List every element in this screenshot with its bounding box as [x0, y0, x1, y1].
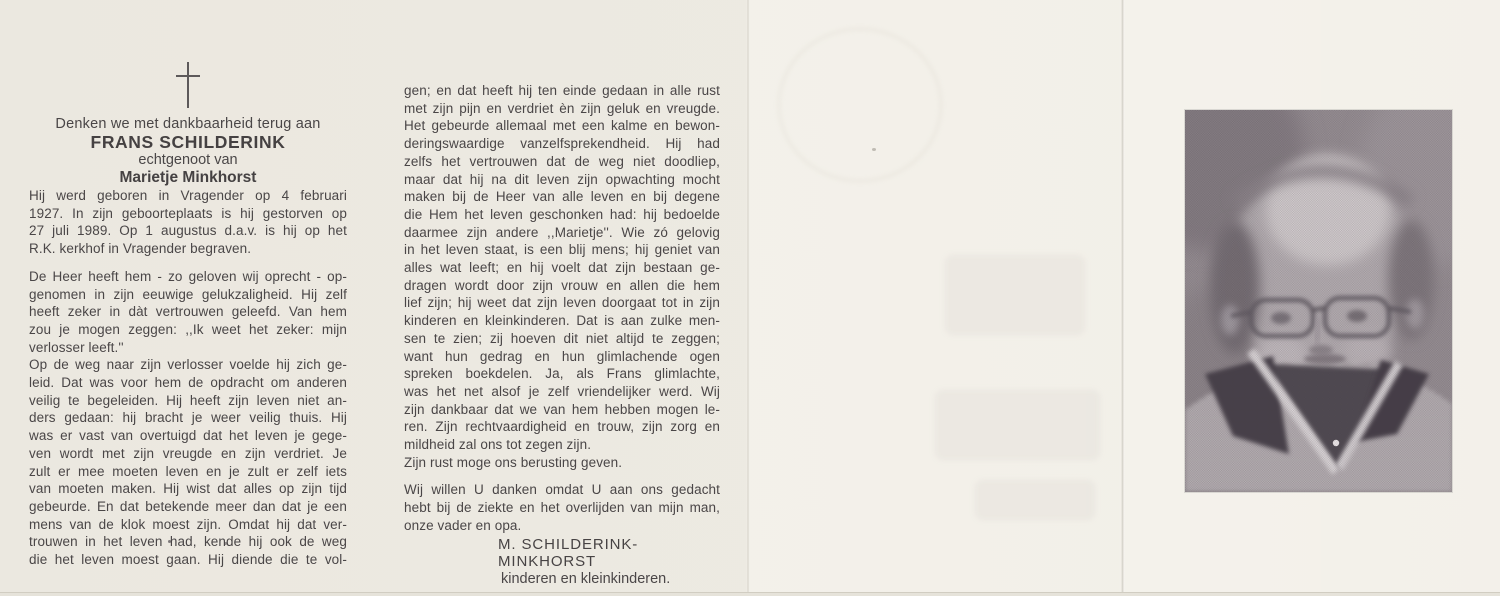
text-line: daarmee zijn andere ,,Marietje''. Wie zó gelovig: [404, 224, 720, 240]
text-line: gen; en dat heeft hij ten einde gedaan in alle rust: [404, 83, 720, 98]
text-line: hebt bij de ziekte en het overlijden van mijn man,: [404, 500, 720, 516]
paragraph: [29, 187, 347, 258]
fold-line: [747, 0, 749, 596]
text-line: Hij werd geboren in Vragender op 4 februari: [29, 188, 347, 203]
text-line: maar dat hij na dit leven zijn opwachting mocht: [404, 171, 720, 187]
ink-showthrough-smudge: [935, 390, 1100, 460]
text-line: genomen in zijn eeuwige gelukzaligheid. Hij zelf: [29, 286, 347, 302]
ink-showthrough-smudge: [975, 480, 1095, 520]
text-line: was er vast van overtuigd dat het leven je gege-: [29, 428, 347, 444]
text-line: die het leven moest gaan. Hij diende die te vol-: [29, 552, 347, 568]
portrait-photo: [1185, 110, 1452, 492]
text-line: lief zijn; hij weet dat zijn leven doorgaat tot in zijn: [404, 295, 720, 311]
text-line: zelfs het vertrouwen dat de weg niet doodliep,: [404, 153, 720, 169]
text-line: want hun gedrag en hun glimlachende ogen: [404, 348, 720, 364]
paragraph: [29, 356, 347, 568]
deceased-name: FRANS SCHILDERINK: [90, 132, 286, 152]
paragraph: [29, 268, 347, 357]
cross-vertical-bar: [187, 62, 190, 108]
scan-ring-smudge: [778, 28, 942, 182]
cross-horizontal-bar: [176, 75, 200, 78]
text-line: in het leven staat, is een blij mens; hij geniet van: [404, 242, 720, 258]
text-line: trouwen in het leven had, kende hij ook de weg: [29, 534, 347, 550]
paragraph: [404, 481, 720, 534]
portrait-photo-art: [1185, 110, 1452, 492]
text-line: zijn dankbaar dat we van hem hebben mogen le-: [404, 401, 720, 417]
dust-speck: [872, 148, 876, 151]
text-line: met zijn pijn en verdriet èn zijn geluk en vreugde.: [404, 100, 720, 116]
text-line: 27 juli 1989. Op 1 augustus d.a.v. is hij op het: [29, 223, 347, 239]
fold-line: [1121, 0, 1125, 596]
text-line: ders gedaan: hij bracht je weer veilig thuis. Hij: [29, 410, 347, 426]
text-line: heeft zeker in dàt vertrouwen geleefd. Van hem: [29, 304, 347, 320]
text-line: van moeten maken. Hij wist dat alles op zijn tijd: [29, 481, 347, 497]
text-column-middle: [404, 82, 720, 588]
text-line: alles wat leeft; en hij voelt dat zijn bestaan ge-: [404, 260, 720, 276]
text-line: die Hem het leven geschonken had: hij bedoelde: [404, 206, 720, 222]
spouse-name: Marietje Minkhorst: [119, 169, 257, 186]
text-line: Zijn rust moge ons berusting geven.: [404, 454, 623, 470]
text-line: leid. Dat was voor hem de opdracht om anderen: [29, 375, 347, 391]
text-line: maken bij de Heer van alle leven en bij degene: [404, 189, 720, 205]
text-line: Wij willen U danken omdat U aan ons gedacht: [404, 482, 720, 498]
signature-name: M. SCHILDERINK-MINKHORST: [498, 535, 639, 571]
text-line: De Heer heeft hem - zo geloven wij oprecht - op-: [29, 268, 347, 284]
text-column-left: [29, 0, 347, 569]
text-line: Op de weg naar zijn verlosser voelde hij zich ge-: [29, 357, 347, 373]
text-line: was het net alsof je zelf vriendelijker werd. Wij: [404, 383, 720, 399]
text-line: onze vader en opa.: [404, 517, 522, 533]
text-line: deringswaardige vanzelfsprekendheid. Hij had: [404, 136, 720, 152]
paragraph: [404, 82, 720, 454]
text-line: Het gebeurde allemaal met een kalme en bewon-: [404, 118, 720, 134]
memorial-text-left: [29, 187, 347, 569]
text-line: R.K. kerkhof in Vragender begraven.: [29, 241, 252, 257]
text-line: gebeurde. En dat betekende meer dan dat je een: [29, 498, 347, 514]
memorial-text-middle: [404, 82, 720, 535]
signature-closing: kinderen en kleinkinderen.: [501, 570, 671, 587]
text-line: veilig te begeleiden. Hij heeft zijn leven niet an-: [29, 392, 347, 408]
text-line: zult er mee moeten leven en je zult er zelf iets: [29, 463, 347, 479]
text-line: dragen wordt door zijn vrouw en allen die hem: [404, 277, 720, 293]
text-line: zou je mogen zeggen: ,,Ik weet het zeker: mijn: [29, 321, 347, 337]
text-line: verlosser leeft.'': [29, 339, 124, 355]
intro-line: Denken we met dankbaarheid terug aan: [55, 116, 321, 132]
text-line: sen te zien; zij hoeven dit niet altijd te zeggen;: [404, 330, 720, 346]
relation-label: echtgenoot van: [138, 152, 238, 168]
ink-showthrough-smudge: [945, 255, 1085, 335]
paragraph: [404, 454, 720, 472]
text-line: mildheid zal ons tot zegen zijn.: [404, 437, 592, 453]
text-line: kinderen en kleinkinderen. Dat is aan zulke men-: [404, 313, 720, 329]
text-line: 1927. In zijn geboorteplaats is hij gestorven op: [29, 205, 347, 221]
text-line: spreken boekdelen. Ja, als Frans glimlachte,: [404, 366, 720, 382]
scan-edge: [0, 592, 1500, 596]
text-line: ren. Zijn rechtvaardigheid en trouw, zijn zorg en: [404, 419, 720, 435]
text-line: mens van de klok moest zijn. Omdat hij dat ver-: [29, 516, 347, 532]
text-line: ven wordt met zijn vreugde en zijn verdriet. Je: [29, 445, 347, 461]
cross-icon: [173, 62, 203, 108]
